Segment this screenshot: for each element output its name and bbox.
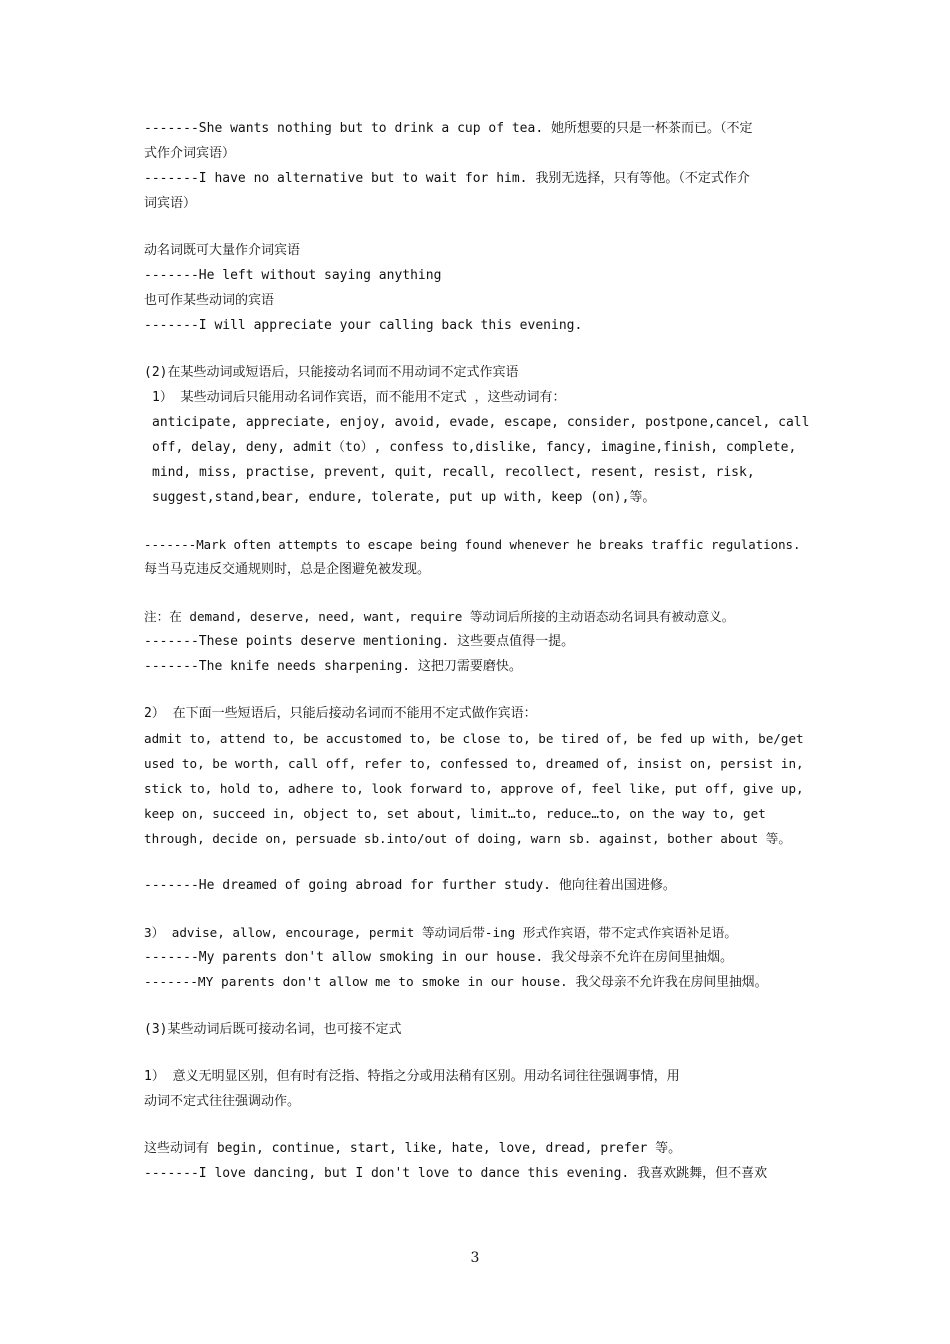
section-heading: (2)在某些动词或短语后，只能接动名词而不用动词不定式作宾语	[144, 365, 519, 380]
example-line: -------The knife needs sharpening. 这把刀需要磨快。	[144, 659, 522, 674]
verb-list-line: off, delay, deny, admit（to）, confess to,dislike, fancy, imagine,finish, complete,	[152, 440, 797, 455]
text-line: 1） 意义无明显区别，但有时有泛指、特指之分或用法稍有区别。用动名词往往强调事情，用	[144, 1069, 680, 1084]
paragraph-gap	[144, 679, 812, 701]
paragraph-gap	[144, 898, 812, 920]
text-line: 也可作某些动词的宾语	[144, 293, 275, 308]
document-body	[144, 116, 812, 1186]
paragraph-gap	[144, 216, 812, 238]
text-line: 动词不定式往往强调动作。	[144, 1094, 301, 1109]
verb-list-line: mind, miss, practise, prevent, quit, recall, recollect, resent, resist, risk,	[152, 465, 755, 480]
text-line: 3） advise, allow, encourage, permit 等动词后带-ing 形式作宾语，带不定式作宾语补足语。	[144, 925, 737, 940]
note-line: 注：在 demand, deserve, need, want, require 等动词后所接的主动语态动名词具有被动意义。	[144, 609, 735, 624]
phrase-list-line: stick to, hold to, adhere to, look forward to, approve of, feel like, put off, give up,	[144, 781, 804, 796]
paragraph-gap	[144, 510, 812, 532]
verb-list-line: suggest,stand,bear, endure, tolerate, put up with, keep (on),等。	[152, 490, 656, 505]
text-line: -------She wants nothing but to drink a cup of tea. 她所想要的只是一杯茶而已。（不定	[144, 121, 753, 136]
phrase-list-line: through, decide on, persuade sb.into/out of doing, warn sb. against, bother about 等。	[144, 831, 791, 846]
text-line: -------He left without saying anything	[144, 268, 442, 283]
text-line: 2） 在下面一些短语后，只能后接动名词而不能用不定式做作宾语：	[144, 706, 537, 721]
page-number: 3	[470, 1250, 480, 1266]
example-line: -------MY parents don't allow me to smoke in our house. 我父母亲不允许我在房间里抽烟。	[144, 975, 768, 990]
text-line: -------I will appreciate your calling back this evening.	[144, 318, 583, 333]
example-line: -------I love dancing, but I don't love to dance this evening. 我喜欢跳舞，但不喜欢	[144, 1166, 768, 1181]
verb-list-line: anticipate, appreciate, enjoy, avoid, evade, escape, consider, postpone,cancel, call	[152, 415, 810, 430]
paragraph-gap	[144, 851, 812, 873]
text-line: -------I have no alternative but to wait for him. 我别无选择，只有等他。（不定式作介	[144, 171, 750, 186]
example-line: -------My parents don't allow smoking in our house. 我父母亲不允许在房间里抽烟。	[144, 950, 733, 965]
example-line: -------He dreamed of going abroad for further study. 他向往着出国进修。	[144, 878, 676, 893]
example-line: -------These points deserve mentioning. 这些要点值得一提。	[144, 634, 575, 649]
phrase-list-line: keep on, succeed in, object to, set about, limit…to, reduce…to, on the way to, get	[144, 806, 766, 821]
paragraph-gap	[144, 582, 812, 604]
text-line: 式作介词宾语）	[144, 146, 236, 161]
text-line: 词宾语）	[144, 196, 197, 211]
paragraph-gap	[144, 338, 812, 360]
text-line: 动名词既可大量作介词宾语	[144, 243, 301, 258]
example-line: -------Mark often attempts to escape being found whenever he breaks traffic regulations.	[144, 537, 801, 552]
phrase-list-line: used to, be worth, call off, refer to, confessed to, dreamed of, insist on, persist in,	[144, 756, 804, 771]
text-line: 这些动词有 begin, continue, start, like, hate, love, dread, prefer 等。	[144, 1141, 682, 1156]
text-line: 每当马克违反交通规则时，总是企图避免被发现。	[144, 562, 431, 577]
paragraph-gap	[144, 1042, 812, 1064]
section-heading: (3)某些动词后既可接动名词，也可接不定式	[144, 1022, 402, 1037]
paragraph-gap	[144, 1114, 812, 1136]
paragraph-gap	[144, 995, 812, 1017]
phrase-list-line: admit to, attend to, be accustomed to, be close to, be tired of, be fed up with, be/get	[144, 731, 804, 746]
text-line: 1） 某些动词后只能用动名词作宾语，而不能用不定式 ，这些动词有：	[152, 390, 566, 405]
